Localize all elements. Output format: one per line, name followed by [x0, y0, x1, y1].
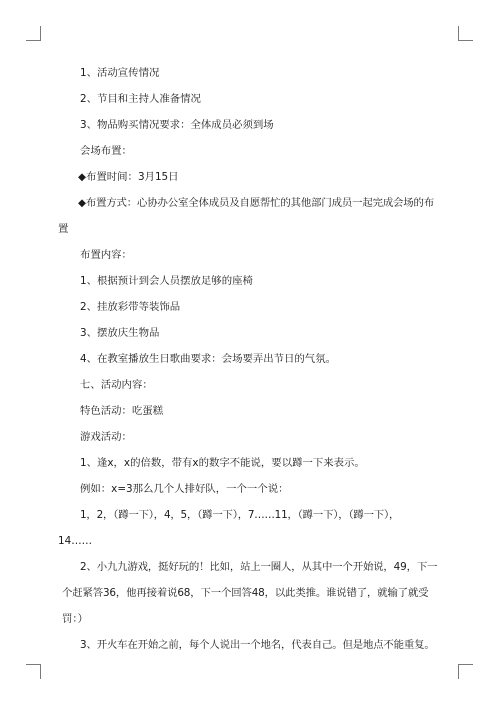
- paragraph-line: 2、小九九游戏，挺好玩的！比如，站上一圈人，从其中一个开始说，49，下一: [80, 561, 438, 573]
- paragraph-line: 罚：）: [62, 613, 88, 625]
- paragraph-line: 3、物品购买情况要求：全体成员必须到场: [80, 119, 274, 131]
- paragraph-line: 布置内容：: [80, 249, 132, 261]
- paragraph-line: 2、挂放彩带等装饰品: [80, 301, 181, 313]
- crop-mark-bottom-left: [26, 664, 41, 679]
- crop-mark-top-left: [26, 26, 41, 41]
- paragraph-line: 游戏活动：: [80, 431, 132, 443]
- paragraph-line: 会场布置：: [80, 145, 132, 157]
- paragraph-line: 个赶紧答36，他再接着说68，下一个回答48，以此类推。谁说错了，就输了就受: [62, 587, 429, 599]
- paragraph-line: 2、节目和主持人准备情况: [80, 93, 201, 105]
- paragraph-line: 3、开火车在开始之前，每个人说出一个地名，代表自己。但是地点不能重复。: [80, 639, 435, 651]
- paragraph-line: 1、逢x，x的倍数，带有x的数字不能说，要以蹲一下来表示。: [80, 457, 365, 469]
- paragraph-line: 3、摆放庆生物品: [80, 327, 160, 339]
- paragraph-line: 1，2，（蹲一下），4，5，（蹲一下），7……11，（蹲一下），（蹲一下），: [80, 509, 400, 521]
- paragraph-line: 1、活动宣传情况: [80, 67, 160, 79]
- crop-mark-bottom-right: [458, 664, 473, 679]
- paragraph-line: ◆布置时间：3月15日: [78, 171, 179, 183]
- crop-mark-top-right: [458, 26, 473, 41]
- paragraph-line: 七、活动内容：: [80, 379, 153, 391]
- paragraph-line: 14……: [58, 535, 93, 547]
- paragraph-line: 例如：x=3那么几个人排好队，一个一个说：: [80, 483, 289, 495]
- document-body: [58, 66, 438, 652]
- paragraph-line: 特色活动：吃蛋糕: [80, 405, 164, 417]
- paragraph-line: 1、根据预计到会人员摆放足够的座椅: [80, 275, 253, 287]
- paragraph-line: 4、在教室播放生日歌曲要求：会场要弄出节日的气氛。: [80, 353, 336, 365]
- paragraph-line: ◆布置方式：心协办公室全体成员及自愿帮忙的其他部门成员一起完成会场的布: [78, 197, 435, 209]
- paragraph-line: 置: [58, 223, 69, 235]
